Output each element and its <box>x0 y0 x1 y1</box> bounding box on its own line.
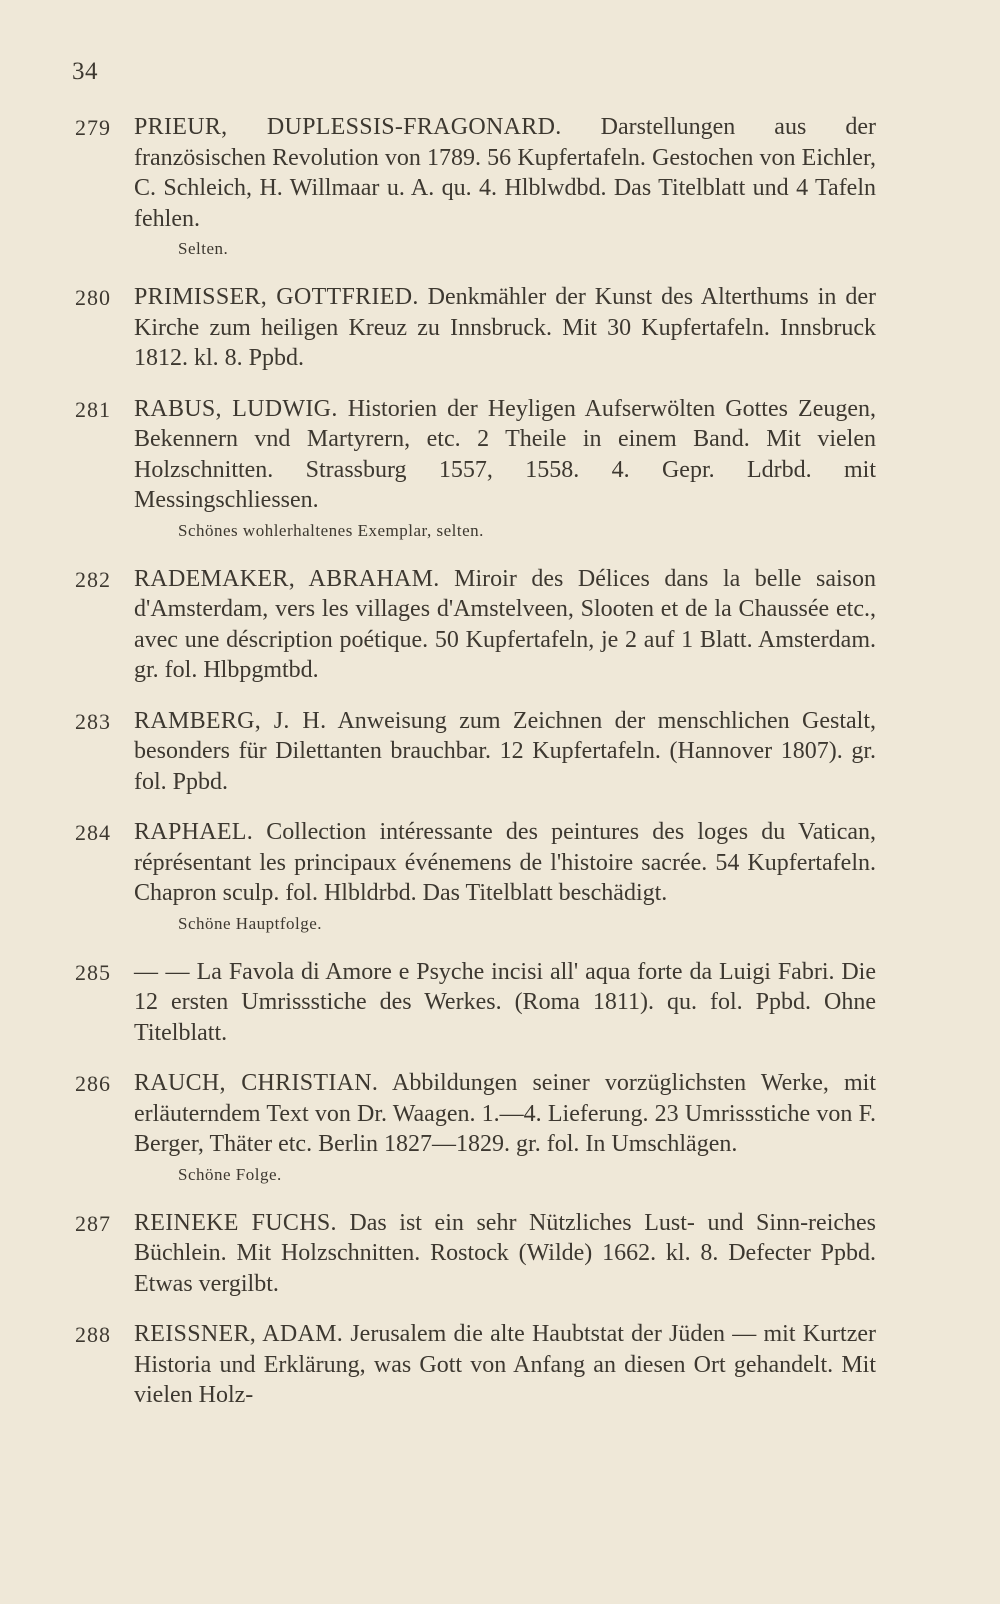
catalog-entry <box>0 957 1000 1049</box>
entry-description: Anweisung zum Zeichnen der menschlichen Gestalt, besonders für Dilettanten brauchbar. 12 Kupfertafeln. (Hannover 1807). gr. fol. Ppbd. <box>134 707 876 795</box>
entry-body <box>134 1319 876 1411</box>
catalog-entry <box>0 394 1000 544</box>
entry-number: 282 <box>75 566 111 592</box>
entry-note: Schöne Hauptfolge. <box>178 913 323 933</box>
entry-title: REINEKE FUCHS. <box>134 1209 337 1236</box>
entry-title: RABUS, LUDWIG. <box>134 395 338 422</box>
entry-number: 281 <box>75 396 111 422</box>
catalog-entry <box>0 1208 1000 1300</box>
entry-note: Selten. <box>178 239 229 258</box>
catalog-entry <box>0 1068 1000 1188</box>
entry-description: Abbildungen seiner vorzüglichsten Werke, mit erläuterndem Text von Dr. Waagen. 1.—4. Lieferung. 23 Umrissstiche von F. Berger, Thäter etc. Berlin 1827—1829. gr. fol. In Umschlägen. <box>134 1070 876 1157</box>
entry-number: 280 <box>75 285 111 310</box>
entry-number: 283 <box>75 708 111 734</box>
entry-body <box>134 112 876 234</box>
entry-description: Miroir des Délices dans la belle saison d'Amsterdam, vers les villages d'Amstelveen, Slooten et de la Chaussée etc., avec une déscription poétique. 50 Kupfertafeln, je 2 auf 1 Blatt. Amsterdam. gr. fol. Hlbpgmtbd. <box>134 565 876 683</box>
entry-description: Denkmähler der Kunst des Alterthums in der Kirche zum heiligen Kreuz zu Innsbruck. Mit 30 Kupfertafeln. Innsbruck 1812. kl. 8. Ppbd. <box>134 284 876 371</box>
entry-description: La Favola di Amore e Psyche incisi all' aqua forte da Luigi Fabri. Die 12 ersten Umrissstiche des Werkes. (Roma 1811). qu. fol. Ppbd. Ohne Titelblatt. <box>134 958 876 1046</box>
catalog-entries <box>0 112 1000 1431</box>
entry-title: PRIMISSER, GOTTFRIED. <box>134 284 419 310</box>
entry-title: PRIEUR, DUPLESSIS-FRAGONARD. <box>134 114 562 140</box>
entry-body <box>134 817 876 909</box>
entry-body <box>134 394 876 516</box>
entry-title: — — <box>134 958 190 985</box>
entry-title: RADEMAKER, ABRAHAM. <box>134 565 440 592</box>
catalog-entry <box>0 817 1000 937</box>
entry-body <box>134 706 876 798</box>
entry-number: 279 <box>75 115 111 140</box>
entry-description: Darstellungen aus der französischen Revolution von 1789. 56 Kupfertafeln. Gestochen von Eichler, C. Schleich, H. Willmaar u. A. qu. 4. Hlblwdbd. Das Titelblatt und 4 Tafeln fehlen. <box>134 114 877 232</box>
catalog-entry <box>0 1319 1000 1411</box>
entry-body <box>134 957 876 1049</box>
entry-description: Historien der Heyligen Aufserwölten Gottes Zeugen, Bekennern vnd Martyrern, etc. 2 Theile in einem Band. Mit vielen Holzschnitten. Strassburg 1557, 1558. 4. Gepr. Ldrbd. mit Messingschliessen. <box>134 395 877 513</box>
entry-number: 287 <box>75 1210 111 1236</box>
entry-number: 284 <box>75 820 111 845</box>
entry-number: 286 <box>75 1071 111 1096</box>
entry-title: REISSNER, ADAM. <box>134 1321 344 1347</box>
entry-body <box>134 282 876 374</box>
entry-description: Das ist ein sehr Nützliches Lust- und Sinn-reiches Büchlein. Mit Holzschnitten. Rostock (Wilde) 1662. kl. 8. Defecter Ppbd. Etwas vergilbt. <box>134 1209 877 1297</box>
catalog-entry <box>0 564 1000 686</box>
entry-title: RAUCH, CHRISTIAN. <box>134 1070 379 1096</box>
entry-description: Jerusalem die alte Haubtstat der Jüden — mit Kurtzer Historia und Erklärung, was Gott von Anfang an diesen Ort gehandelt. Mit vielen Holz- <box>134 1321 877 1408</box>
entry-note: Schöne Folge. <box>178 1164 282 1184</box>
entry-description: Collection intéressante des peintures des loges du Vatican, réprésentant les principaux événemens de l'histoire sacrée. 54 Kupfertafeln. Chapron sculp. fol. Hlbldrbd. Das Titelblatt beschädigt. <box>134 819 876 906</box>
entry-body <box>134 1068 876 1160</box>
catalog-entry <box>0 112 1000 262</box>
entry-body <box>134 1208 876 1300</box>
entry-note: Schönes wohlerhaltenes Exemplar, selten. <box>178 520 484 540</box>
entry-body <box>134 564 876 686</box>
entry-title: RAMBERG, J. H. <box>134 707 327 734</box>
entry-number: 288 <box>75 1322 111 1347</box>
catalog-entry <box>0 706 1000 798</box>
entry-title: RAPHAEL. <box>134 819 254 845</box>
entry-number: 285 <box>75 959 111 985</box>
catalog-entry <box>0 282 1000 374</box>
page-number: 34 <box>72 58 98 85</box>
